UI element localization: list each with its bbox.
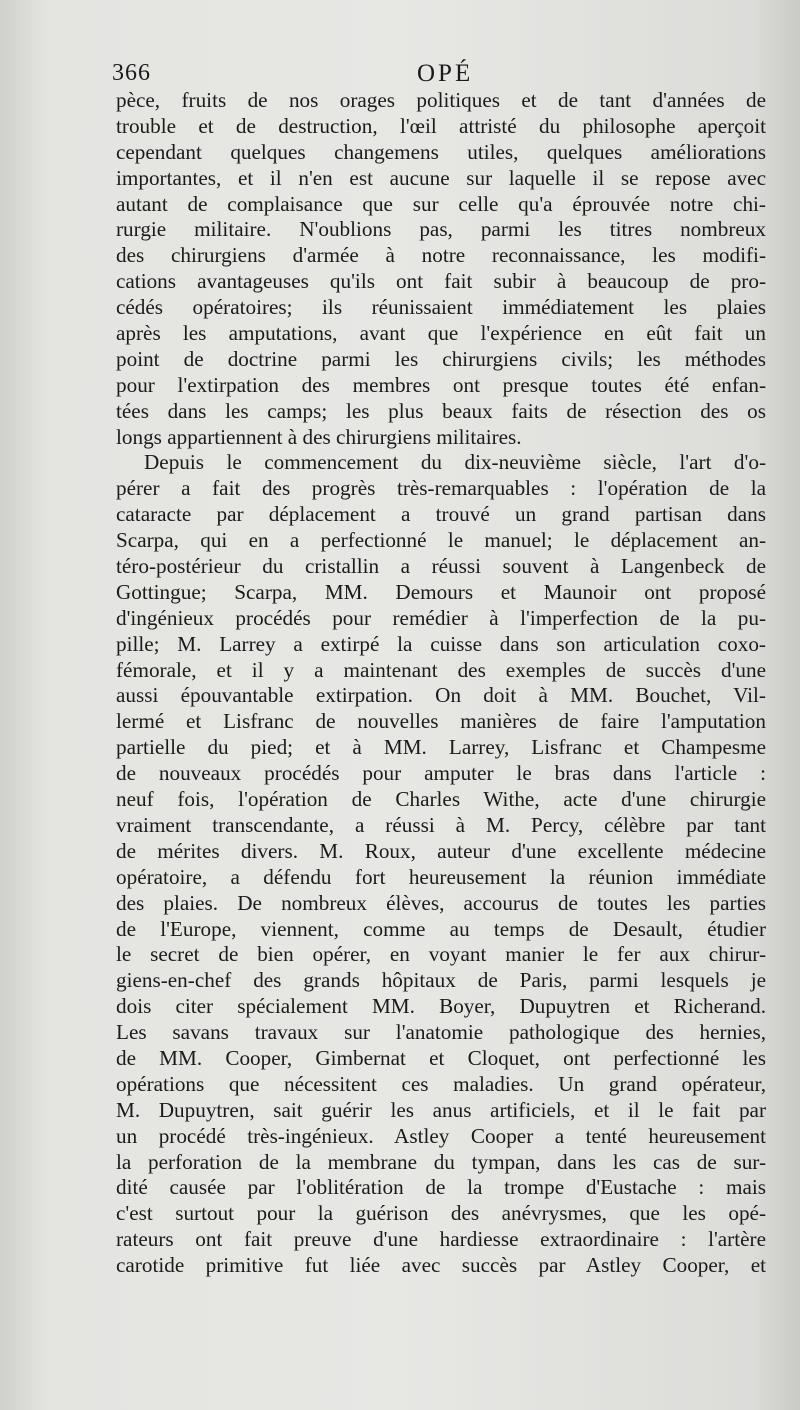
text-line: cataracte par déplacement a trouvé un grand partisan dans — [116, 502, 766, 527]
text-line: c'est surtout pour la guérison des anévrysmes, que les opé- — [116, 1201, 766, 1226]
text-line: Scarpa, qui en a perfectionné le manuel; le déplacement an- — [116, 528, 766, 553]
text-line: de nouveaux procédés pour amputer le bras dans l'article : — [116, 761, 766, 786]
text-line: la perforation de la membrane du tympan, dans les cas de sur- — [116, 1149, 766, 1174]
text-line: le secret de bien opérer, en voyant manier le fer aux chirur- — [116, 942, 766, 967]
text-line: fémorale, et il y a maintenant des exemples de succès d'une — [116, 657, 766, 682]
text-line: opératoire, a défendu fort heureusement la réunion immédiate — [116, 864, 766, 889]
paragraph — [116, 88, 766, 450]
text-line: rurgie militaire. N'oublions pas, parmi les titres nombreux — [116, 217, 766, 242]
page-number: 366 — [112, 60, 151, 86]
paragraph — [116, 450, 766, 1279]
text-line: des chirurgiens d'armée à notre reconnaissance, les modifi- — [116, 243, 766, 268]
text-line: de mérites divers. M. Roux, auteur d'une excellente médecine — [116, 838, 766, 863]
text-line: Gottingue; Scarpa, MM. Demours et Maunoir ont proposé — [116, 579, 766, 604]
text-line: point de doctrine parmi les chirurgiens civils; les méthodes — [116, 346, 766, 371]
text-line: autant de complaisance que sur celle qu'a éprouvée notre chi- — [116, 191, 766, 216]
text-line: rateurs ont fait preuve d'une hardiesse extraordinaire : l'artère — [116, 1227, 766, 1252]
text-line: pérer a fait des progrès très-remarquables : l'opération de la — [116, 476, 766, 501]
text-line: trouble et de destruction, l'œil attristé du philosophe aperçoit — [116, 113, 766, 138]
text-line: Depuis le commencement du dix-neuvième siècle, l'art d'o- — [144, 450, 766, 475]
text-line: cations avantageuses qu'ils ont fait subir à beaucoup de pro- — [116, 269, 766, 294]
text-line: importantes, et il n'en est aucune sur laquelle il se repose avec — [116, 165, 766, 190]
text-line: tées dans les camps; les plus beaux faits de résection des os — [116, 398, 766, 423]
running-title: OPÉ — [417, 60, 474, 87]
text-line: longs appartiennent à des chirurgiens militaires. — [116, 424, 522, 449]
text-line: opérations que nécessitent ces maladies. Un grand opérateur, — [116, 1071, 766, 1096]
text-line: cédés opératoires; ils réunissaient immédiatement les plaies — [116, 295, 766, 320]
text-line: lermé et Lisfranc de nouvelles manières de faire l'amputation — [116, 709, 766, 734]
text-line: giens-en-chef des grands hôpitaux de Paris, parmi lesquels je — [116, 968, 766, 993]
text-line: un procédé très-ingénieux. Astley Cooper a tenté heureusement — [116, 1123, 766, 1148]
text-line: dité causée par l'oblitération de la trompe d'Eustache : mais — [116, 1175, 766, 1200]
text-line: des plaies. De nombreux élèves, accourus de toutes les parties — [116, 890, 766, 915]
text-line: vraiment transcendante, a réussi à M. Percy, célèbre par tant — [116, 812, 766, 837]
text-line: de MM. Cooper, Gimbernat et Cloquet, ont perfectionné les — [116, 1045, 766, 1070]
text-line: pèce, fruits de nos orages politiques et de tant d'années de — [116, 88, 766, 112]
text-line: cependant quelques changemens utiles, quelques améliorations — [116, 139, 766, 164]
text-line: aussi épouvantable extirpation. On doit à MM. Bouchet, Vil- — [116, 683, 766, 708]
body-text — [116, 88, 766, 1279]
text-line: d'ingénieux procédés pour remédier à l'imperfection de la pu- — [116, 605, 766, 630]
text-line: pille; M. Larrey a extirpé la cuisse dans son articulation coxo- — [116, 631, 766, 656]
text-line: M. Dupuytren, sait guérir les anus artificiels, et il le fait par — [116, 1097, 766, 1122]
text-line: neuf fois, l'opération de Charles Withe, acte d'une chirurgie — [116, 787, 766, 812]
text-line: dois citer spécialement MM. Boyer, Dupuytren et Richerand. — [116, 994, 766, 1019]
text-line: partielle du pied; et à MM. Larrey, Lisfranc et Champesme — [116, 735, 766, 760]
text-line: pour l'extirpation des membres ont presque toutes été enfan- — [116, 372, 766, 397]
text-line: téro-postérieur du cristallin a réussi souvent à Langenbeck de — [116, 554, 766, 579]
text-line: après les amputations, avant que l'expérience en eût fait un — [116, 321, 766, 346]
text-line: de l'Europe, viennent, comme au temps de Desault, étudier — [116, 916, 766, 941]
text-line: Les savans travaux sur l'anatomie pathologique des hernies, — [116, 1020, 766, 1045]
text-line: carotide primitive fut liée avec succès par Astley Cooper, et — [116, 1253, 766, 1278]
